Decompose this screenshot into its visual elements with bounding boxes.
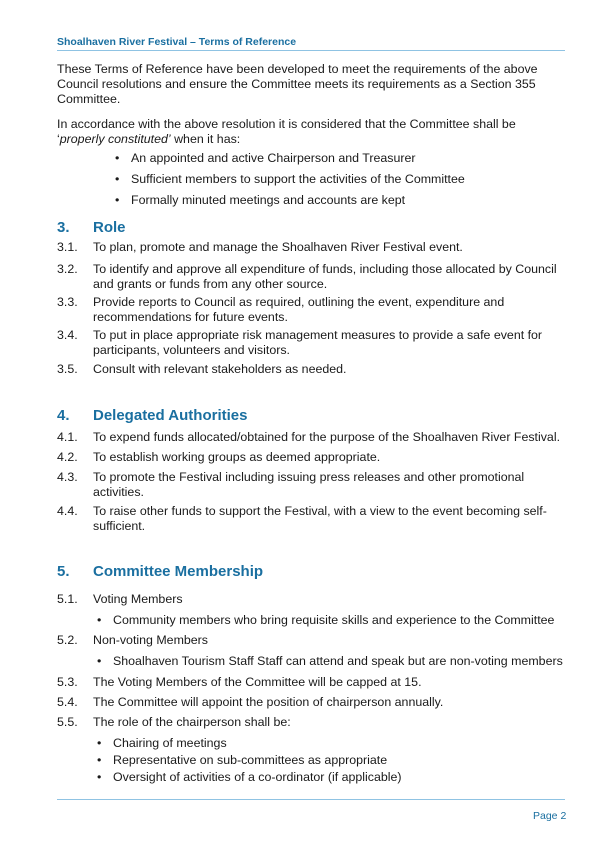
bullet-icon: • — [97, 654, 102, 668]
intro-text-a: In accordance with the above resolution it is considered that the Committee shall be ‘ — [57, 117, 516, 146]
bullet-icon: • — [97, 613, 102, 627]
document-header-title: Shoalhaven River Festival – Terms of Reference — [57, 36, 297, 48]
header-rule — [57, 50, 565, 51]
intro-text-b: when it has: — [170, 132, 241, 146]
bullet-icon: • — [115, 193, 120, 207]
footer-rule — [57, 799, 565, 800]
intro-text-italic: properly constituted’ — [59, 132, 171, 146]
bullet-icon: • — [97, 736, 102, 750]
bullet-icon: • — [97, 753, 102, 767]
page-number: Page 2 — [533, 810, 567, 822]
intro-paragraph: These Terms of Reference have been developed to meet the requirements of the above Council resolutions and ensure the Committee meets its requirements as a Section 355 Committee. — [57, 62, 538, 106]
bullet-icon: • — [115, 151, 120, 165]
bullet-icon: • — [97, 770, 102, 784]
bullet-icon: • — [115, 172, 120, 186]
intro-paragraph-constituted — [57, 117, 565, 147]
